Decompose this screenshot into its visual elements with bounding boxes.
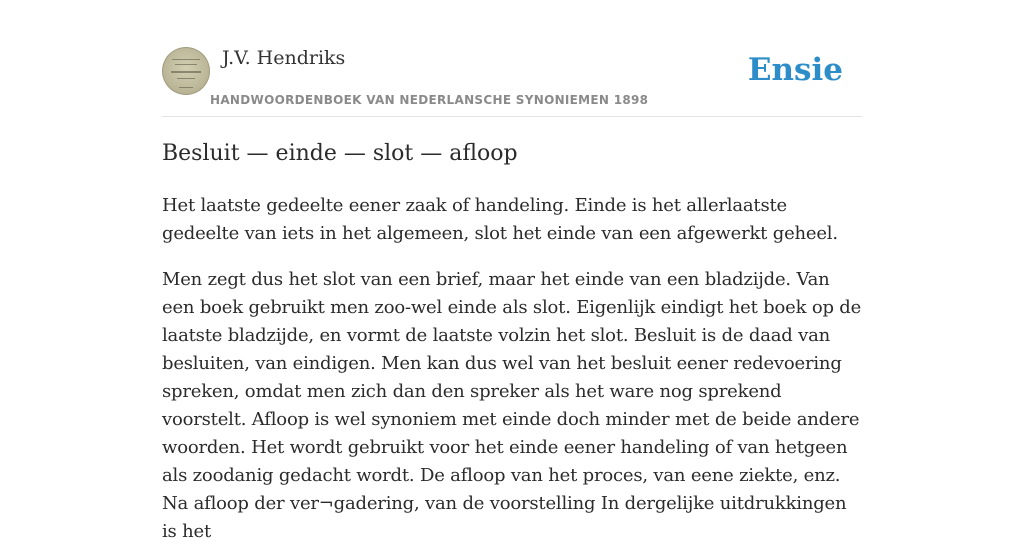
source-title[interactable]: HANDWOORDENBOEK VAN NEDERLANSCHE SYNONIEMEN 1898 (210, 93, 649, 107)
cover-text-line (171, 71, 201, 73)
cover-text-line (172, 59, 200, 60)
entry-content (162, 138, 862, 546)
cover-text-line (175, 64, 197, 65)
book-cover-avatar-icon[interactable] (162, 47, 210, 95)
entry-paragraph-1: Het laatste gedeelte eener zaak of handeling. Einde is het allerlaatste gedeelte van iets in het algemeen, slot het einde van een afgewerkt geheel. (162, 195, 838, 244)
entry-title: Besluit — einde — slot — afloop (162, 141, 518, 166)
entry-header (162, 46, 862, 117)
author-name[interactable]: J.V. Hendriks (222, 47, 346, 69)
cover-text-line (179, 87, 193, 88)
cover-text-line (177, 78, 195, 79)
entry-paragraph-2: Men zegt dus het slot van een brief, maar het einde van een bladzijde. Van een boek gebruikt men zoo-wel einde als slot. Eigenlijk eindigt het boek op de laatste bladzijde, en vormt de laatste volzin het slot. Besluit is de daad van besluiten, van eindigen. Men kan dus wel van het besluit eener redevoering spreken, omdat men zich dan den spreker als het ware nog sprekend voorstelt. Afloop is wel synoniem met einde doch minder met de beide andere woorden. Het wordt gebruikt voor het einde eener handeling of van hetgeen als zoodanig gedacht wordt. De afloop van het proces, van eene ziekte, enz. Na afloop der ver¬gadering, van de voorstelling In dergelijke uitdrukkingen is het (162, 269, 862, 542)
brand-logo[interactable]: Ensie (747, 52, 843, 88)
